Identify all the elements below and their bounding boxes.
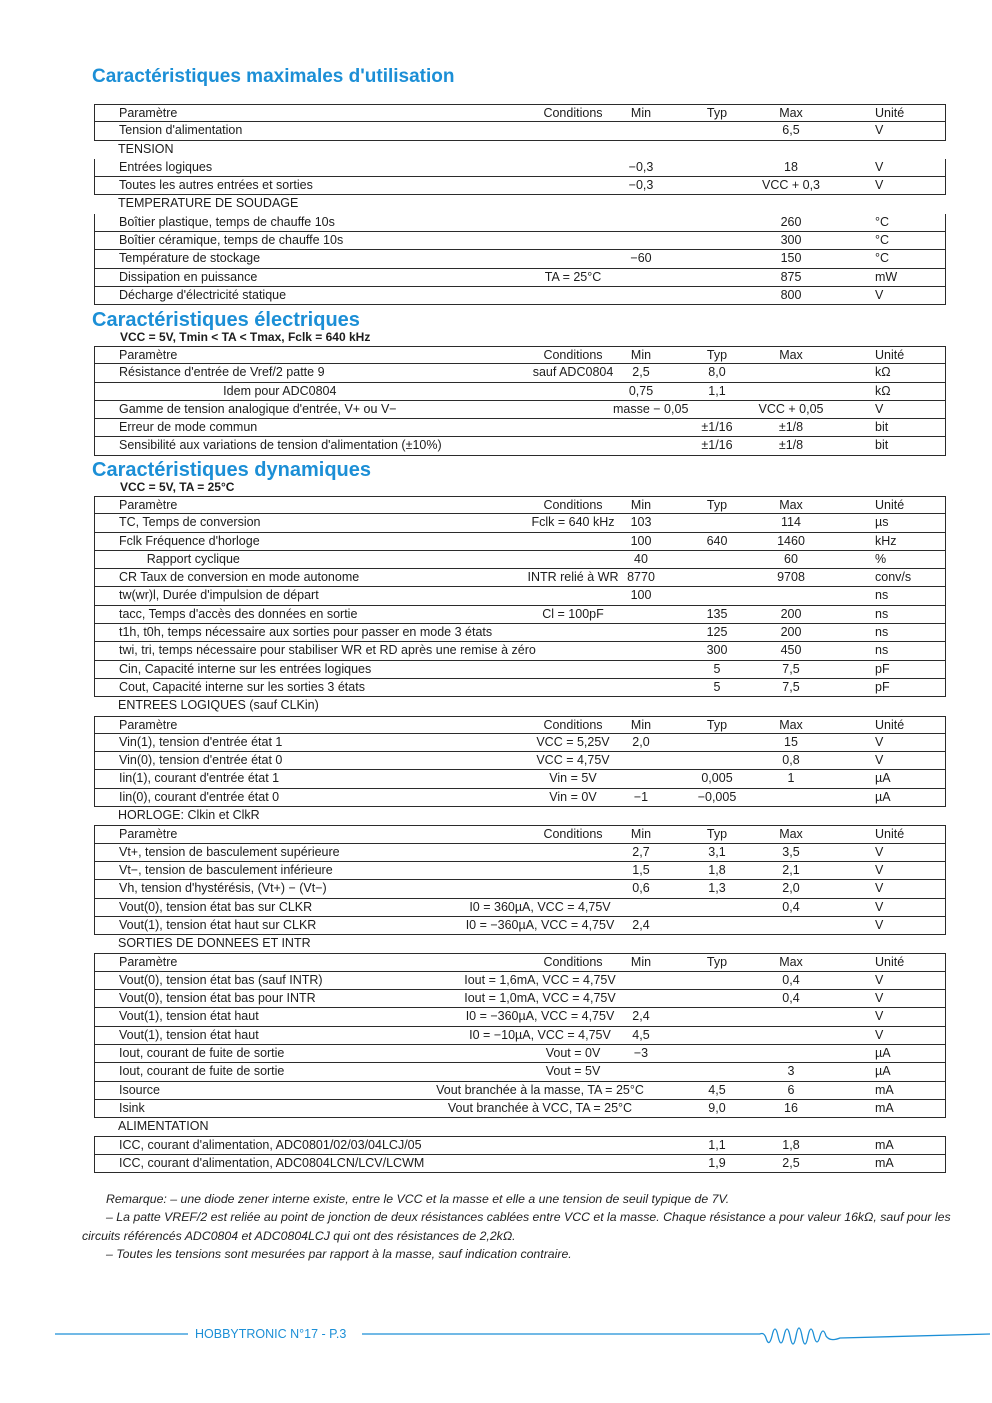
table-row bbox=[94, 569, 946, 587]
max-cell: 18 bbox=[784, 159, 798, 174]
table-row bbox=[94, 122, 946, 140]
footer-text: HOBBYTRONIC N°17 - P.3 bbox=[195, 1327, 347, 1341]
min-cell: 2,0 bbox=[632, 734, 650, 749]
electrical-title: Caractéristiques électriques bbox=[92, 309, 360, 331]
table-row bbox=[94, 825, 946, 843]
min-cell: 100 bbox=[630, 533, 652, 548]
typ-cell: Typ bbox=[706, 955, 728, 970]
min-cell: Min bbox=[630, 106, 652, 120]
conditions-cell: I0 = −360µA, VCC = 4,75V bbox=[465, 917, 615, 932]
unit-cell: V bbox=[875, 899, 884, 914]
param-cell: Cin, Capacité interne sur les entrées logiques bbox=[119, 661, 372, 676]
param-cell: Vout(0), tension état bas (sauf INTR) bbox=[119, 972, 323, 987]
param-cell: TC, Temps de conversion bbox=[119, 515, 261, 530]
param-cell: ICC, courant d'alimentation, ADC0801/02/03/04LCJ/05 bbox=[119, 1138, 422, 1153]
param-cell: ICC, courant d'alimentation, ADC0804LCN/LCV/LCWM bbox=[119, 1155, 425, 1170]
typ-cell: Typ bbox=[706, 827, 728, 842]
max-cell: VCC + 0,3 bbox=[761, 178, 820, 193]
unit-cell: V bbox=[875, 401, 884, 416]
table-row bbox=[94, 159, 946, 177]
unit-cell: V bbox=[875, 734, 884, 749]
max-cell: 150 bbox=[780, 251, 802, 266]
max-cell: 3 bbox=[787, 1064, 795, 1079]
typ-cell: ±1/16 bbox=[701, 420, 733, 435]
table-row bbox=[94, 269, 946, 287]
table-row bbox=[94, 972, 946, 990]
typ-cell: 1,3 bbox=[708, 881, 726, 896]
conditions-cell: Conditions bbox=[543, 827, 603, 842]
conditions-cell: Vout branchée à VCC, TA = 25°C bbox=[447, 1100, 633, 1115]
param-cell: Résistance d'entrée de Vref/2 patte 9 bbox=[119, 365, 325, 380]
conditions-cell: Vin = 5V bbox=[549, 771, 597, 786]
max-cell: 0,4 bbox=[782, 991, 800, 1006]
table-row bbox=[94, 789, 946, 807]
table-row bbox=[94, 990, 946, 1008]
unit-cell: bit bbox=[875, 438, 889, 453]
max-cell: 300 bbox=[780, 233, 802, 248]
unit-cell: mA bbox=[875, 1100, 894, 1115]
param-cell: Isink bbox=[119, 1100, 145, 1115]
conditions-cell: INTR relié à WR bbox=[527, 570, 619, 585]
param-cell: Boîtier plastique, temps de chauffe 10s bbox=[119, 214, 335, 229]
table-row bbox=[94, 383, 946, 401]
typ-cell: 5 bbox=[713, 679, 721, 694]
table-row bbox=[94, 551, 946, 569]
unit-cell: °C bbox=[875, 251, 890, 266]
unit-cell: °C bbox=[875, 214, 890, 229]
max-cell: 1 bbox=[787, 771, 795, 786]
max-cell: 200 bbox=[780, 625, 802, 640]
typ-cell: 1,8 bbox=[708, 862, 726, 877]
unit-cell: pF bbox=[875, 661, 890, 676]
remark-3: – Toutes les tensions sont mesurées par rapport à la masse, sauf indication contraire. bbox=[106, 1246, 572, 1261]
dynamic-table bbox=[94, 496, 946, 1173]
unit-cell: V bbox=[875, 1027, 884, 1042]
conditions-cell: I0 = −360µA, VCC = 4,75V bbox=[465, 1009, 615, 1024]
param-cell: SORTIES DE DONNEES ET INTR bbox=[118, 936, 311, 951]
unit-cell: Unité bbox=[875, 827, 905, 842]
unit-cell: Unité bbox=[875, 498, 905, 512]
electrical-conditions: VCC = 5V, Tmin < TA < Tmax, Fclk = 640 kHz bbox=[120, 330, 371, 344]
conditions-cell: I0 = −10µA, VCC = 4,75V bbox=[469, 1027, 611, 1042]
max-cell: ±1/8 bbox=[778, 438, 804, 453]
remark-2: – La patte VREF/2 est reliée au point de jonction de deux résistances cablées entre VCC et la masse. Chaque résistance a pour valeur 16kΩ, sauf pour les circuits référencés ADC0804 et ADC0804LCJ qui ont des résistances de 2,2kΩ. bbox=[82, 1210, 951, 1243]
typ-cell: Typ bbox=[706, 348, 728, 362]
min-cell: −1 bbox=[633, 789, 649, 804]
max-cell: 3,5 bbox=[782, 844, 800, 859]
max-cell: 2,5 bbox=[782, 1155, 800, 1170]
unit-cell: V bbox=[875, 1009, 884, 1024]
min-cell: Min bbox=[630, 498, 652, 512]
table-row bbox=[94, 899, 946, 917]
conditions-cell: Conditions bbox=[543, 106, 603, 120]
param-cell: Paramètre bbox=[119, 955, 178, 970]
typ-cell: 8,0 bbox=[708, 365, 726, 380]
unit-cell: V bbox=[875, 123, 884, 138]
param-cell: ALIMENTATION bbox=[118, 1119, 209, 1134]
min-cell: masse − 0,05 bbox=[613, 401, 689, 416]
min-cell: 0,6 bbox=[632, 881, 650, 896]
table-row bbox=[94, 1100, 946, 1118]
max-cell: 2,1 bbox=[782, 862, 800, 877]
param-cell: Paramètre bbox=[119, 717, 178, 732]
max-cell: 60 bbox=[784, 551, 798, 566]
param-cell: Vout(1), tension état haut bbox=[119, 1009, 259, 1024]
min-cell: 2,7 bbox=[632, 844, 650, 859]
section-label-row bbox=[94, 195, 946, 213]
table-row bbox=[94, 419, 946, 437]
max-cell: Max bbox=[779, 717, 803, 732]
max-cell: 450 bbox=[780, 643, 802, 658]
unit-cell: Unité bbox=[875, 348, 905, 362]
conditions-cell: Vout = 0V bbox=[545, 1045, 601, 1060]
typ-cell: 5 bbox=[713, 661, 721, 676]
min-cell: Min bbox=[630, 955, 652, 970]
param-cell: Iout, courant de fuite de sortie bbox=[119, 1045, 285, 1060]
unit-cell: ns bbox=[875, 606, 889, 621]
unit-cell: V bbox=[875, 862, 884, 877]
table-row bbox=[94, 1008, 946, 1026]
unit-cell: V bbox=[875, 844, 884, 859]
unit-cell: V bbox=[875, 972, 884, 987]
param-cell: Paramètre bbox=[119, 827, 178, 842]
unit-cell: V bbox=[875, 159, 884, 174]
remark-1: Remarque: – une diode zener interne existe, entre le VCC et la masse et elle a une tension de seuil typique de 7V. bbox=[106, 1192, 730, 1206]
unit-cell: V bbox=[875, 287, 884, 302]
typ-cell: Typ bbox=[706, 498, 728, 512]
max-cell: 7,5 bbox=[782, 679, 800, 694]
typ-cell: 3,1 bbox=[708, 844, 726, 859]
electrical-table bbox=[94, 346, 946, 456]
param-cell: tw(wr)l, Durée d'impulsion de départ bbox=[119, 588, 319, 603]
min-cell: −0,3 bbox=[628, 178, 654, 193]
unit-cell: ns bbox=[875, 588, 889, 603]
unit-cell: V bbox=[875, 178, 884, 193]
section-label-row bbox=[94, 141, 946, 159]
unit-cell: kΩ bbox=[875, 365, 891, 380]
table-row bbox=[94, 401, 946, 419]
param-cell: Paramètre bbox=[119, 498, 178, 512]
unit-cell: V bbox=[875, 881, 884, 896]
table-row bbox=[94, 844, 946, 862]
max-cell: 200 bbox=[780, 606, 802, 621]
max-cell: 15 bbox=[784, 734, 798, 749]
section-label-row bbox=[94, 807, 946, 825]
param-cell: Vt+, tension de basculement supérieure bbox=[119, 844, 340, 859]
max-cell: 9708 bbox=[777, 570, 805, 585]
typ-cell: 300 bbox=[706, 643, 728, 658]
page-footer bbox=[0, 1325, 992, 1355]
dynamic-title: Caractéristiques dynamiques bbox=[92, 459, 371, 481]
typ-cell: 1,9 bbox=[708, 1155, 726, 1170]
table-row bbox=[94, 716, 946, 734]
max-cell: 875 bbox=[780, 269, 802, 284]
table-row bbox=[94, 533, 946, 551]
max-cell: 2,0 bbox=[782, 881, 800, 896]
max-cell: 7,5 bbox=[782, 661, 800, 676]
unit-cell: µA bbox=[875, 771, 891, 786]
typ-cell: ±1/16 bbox=[701, 438, 733, 453]
table-row bbox=[94, 346, 946, 364]
table-row bbox=[94, 606, 946, 624]
conditions-cell: Vout = 5V bbox=[545, 1064, 601, 1079]
conditions-cell: Iout = 1,0mA, VCC = 4,75V bbox=[464, 991, 616, 1006]
table-row bbox=[94, 679, 946, 697]
section-label-row bbox=[94, 1118, 946, 1136]
unit-cell: V bbox=[875, 991, 884, 1006]
table-row bbox=[94, 250, 946, 268]
table-row bbox=[94, 1045, 946, 1063]
table-row bbox=[94, 624, 946, 642]
conditions-cell: Conditions bbox=[543, 348, 603, 362]
param-cell: Vout(1), tension état haut sur CLKR bbox=[119, 917, 317, 932]
max-cell: Max bbox=[779, 106, 803, 120]
param-cell: tacc, Temps d'accès des données en sortie bbox=[119, 606, 358, 621]
table-row bbox=[94, 177, 946, 195]
table-row bbox=[94, 770, 946, 788]
param-cell: t1h, t0h, temps nécessaire aux sorties pour passer en mode 3 états bbox=[119, 625, 493, 640]
table-row bbox=[94, 1063, 946, 1081]
typ-cell: 1,1 bbox=[708, 1138, 726, 1153]
unit-cell: mA bbox=[875, 1138, 894, 1153]
footer-rule bbox=[0, 1325, 992, 1355]
unit-cell: Unité bbox=[875, 717, 905, 732]
typ-cell: 135 bbox=[706, 606, 728, 621]
typ-cell: 4,5 bbox=[708, 1082, 726, 1097]
param-cell: HORLOGE: Clkin et ClkR bbox=[118, 808, 260, 823]
param-cell: Gamme de tension analogique d'entrée, V+ ou V− bbox=[119, 401, 397, 416]
unit-cell: V bbox=[875, 917, 884, 932]
unit-cell: Unité bbox=[875, 106, 905, 120]
conditions-cell: Conditions bbox=[543, 717, 603, 732]
param-cell: Iin(1), courant d'entrée état 1 bbox=[119, 771, 280, 786]
param-cell: Tension d'alimentation bbox=[119, 123, 243, 138]
param-cell: Vout(0), tension état bas pour INTR bbox=[119, 991, 316, 1006]
param-cell: TENSION bbox=[118, 141, 174, 156]
table-row bbox=[94, 1082, 946, 1100]
unit-cell: ns bbox=[875, 625, 889, 640]
signal-wave-icon bbox=[760, 1328, 990, 1344]
param-cell: Iin(0), courant d'entrée état 0 bbox=[119, 789, 280, 804]
param-cell: TEMPERATURE DE SOUDAGE bbox=[118, 196, 299, 211]
param-cell: Fclk Fréquence d'horloge bbox=[119, 533, 260, 548]
table-row bbox=[94, 752, 946, 770]
table-row bbox=[94, 1155, 946, 1173]
conditions-cell: sauf ADC0804 bbox=[532, 365, 614, 380]
unit-cell: kΩ bbox=[875, 383, 891, 398]
min-cell: 2,4 bbox=[632, 1009, 650, 1024]
typ-cell: Typ bbox=[706, 106, 728, 120]
param-cell: Cout, Capacité interne sur les sorties 3 états bbox=[119, 679, 365, 694]
max-cell: ±1/8 bbox=[778, 420, 804, 435]
unit-cell: µA bbox=[875, 1064, 891, 1079]
typ-cell: 0,005 bbox=[701, 771, 733, 786]
min-cell: Min bbox=[630, 348, 652, 362]
table-row bbox=[94, 1136, 946, 1154]
param-cell: Iout, courant de fuite de sortie bbox=[119, 1064, 285, 1079]
table-row bbox=[94, 437, 946, 455]
table-row bbox=[94, 104, 946, 122]
min-cell: 100 bbox=[630, 588, 652, 603]
param-cell: Rapport cyclique bbox=[119, 551, 240, 566]
max-cell: Max bbox=[779, 955, 803, 970]
param-cell: Vout(1), tension état haut bbox=[119, 1027, 259, 1042]
max-cell: Max bbox=[779, 348, 803, 362]
unit-cell: % bbox=[875, 551, 887, 566]
max-cell: 0,4 bbox=[782, 972, 800, 987]
max-cell: VCC + 0,05 bbox=[758, 401, 824, 416]
unit-cell: kHz bbox=[875, 533, 897, 548]
table-row bbox=[94, 514, 946, 532]
unit-cell: pF bbox=[875, 679, 890, 694]
max-ratings-table bbox=[94, 104, 946, 305]
param-cell: Entrées logiques bbox=[119, 159, 213, 174]
param-cell: Dissipation en puissance bbox=[119, 269, 258, 284]
min-cell: 0,75 bbox=[628, 383, 654, 398]
min-cell: 40 bbox=[634, 551, 648, 566]
param-cell: ENTREES LOGIQUES (sauf CLKin) bbox=[118, 698, 319, 713]
unit-cell: mA bbox=[875, 1155, 894, 1170]
typ-cell: 9,0 bbox=[708, 1100, 726, 1115]
unit-cell: V bbox=[875, 753, 884, 768]
param-cell: twi, tri, temps nécessaire pour stabiliser WR et RD après une remise à zéro bbox=[119, 643, 536, 658]
param-cell: Isource bbox=[119, 1082, 160, 1097]
section-label-row bbox=[94, 697, 946, 715]
table-row bbox=[94, 917, 946, 935]
param-cell: Vin(1), tension d'entrée état 1 bbox=[119, 734, 283, 749]
unit-cell: conv/s bbox=[875, 570, 912, 585]
param-cell: Vt−, tension de basculement inférieure bbox=[119, 862, 333, 877]
conditions-cell: Fclk = 640 kHz bbox=[531, 515, 615, 530]
conditions-cell: Cl = 100pF bbox=[542, 606, 604, 621]
param-cell: Boîtier céramique, temps de chauffe 10s bbox=[119, 233, 344, 248]
min-cell: 1,5 bbox=[632, 862, 650, 877]
param-cell: CR Taux de conversion en mode autonome bbox=[119, 570, 360, 585]
table-row bbox=[94, 953, 946, 971]
min-cell: 2,5 bbox=[632, 365, 650, 380]
max-cell: 16 bbox=[784, 1100, 798, 1115]
min-cell: 4,5 bbox=[632, 1027, 650, 1042]
param-cell: Vh, tension d'hystérésis, (Vt+) − (Vt−) bbox=[119, 881, 327, 896]
param-cell: Erreur de mode commun bbox=[119, 420, 258, 435]
max-cell: 800 bbox=[780, 287, 802, 302]
param-cell: Paramètre bbox=[119, 348, 178, 362]
max-cell: 1,8 bbox=[782, 1138, 800, 1153]
table-row bbox=[94, 496, 946, 514]
table-row bbox=[94, 862, 946, 880]
unit-cell: °C bbox=[875, 233, 890, 248]
max-cell: 6 bbox=[787, 1082, 795, 1097]
section-label-row bbox=[94, 935, 946, 953]
min-cell: Min bbox=[630, 717, 652, 732]
conditions-cell: Conditions bbox=[543, 498, 603, 512]
max-cell: 6,5 bbox=[782, 123, 800, 138]
table-row bbox=[94, 214, 946, 232]
param-cell: Toutes les autres entrées et sorties bbox=[119, 178, 313, 193]
dynamic-conditions: VCC = 5V, TA = 25°C bbox=[120, 480, 235, 494]
max-cell: 114 bbox=[781, 515, 801, 530]
max-cell: 260 bbox=[780, 214, 802, 229]
param-cell: Décharge d'électricité statique bbox=[119, 287, 287, 302]
unit-cell: µs bbox=[875, 515, 889, 530]
table-row bbox=[94, 661, 946, 679]
max-cell: 1460 bbox=[777, 533, 805, 548]
unit-cell: Unité bbox=[875, 955, 905, 970]
max-cell: 0,8 bbox=[782, 753, 800, 768]
typ-cell: 640 bbox=[706, 533, 728, 548]
remarks bbox=[82, 1190, 962, 1263]
table-row bbox=[94, 880, 946, 898]
table-row bbox=[94, 364, 946, 382]
conditions-cell: Iout = 1,6mA, VCC = 4,75V bbox=[464, 972, 616, 987]
param-cell: Sensibilité aux variations de tension d'alimentation (±10%) bbox=[119, 438, 442, 453]
table-row bbox=[94, 587, 946, 605]
typ-cell: 1,1 bbox=[708, 383, 726, 398]
table-row bbox=[94, 232, 946, 250]
conditions-cell: VCC = 5,25V bbox=[536, 734, 610, 749]
param-cell: Température de stockage bbox=[119, 251, 261, 266]
param-cell: Vin(0), tension d'entrée état 0 bbox=[119, 753, 283, 768]
max-cell: Max bbox=[779, 498, 803, 512]
conditions-cell: TA = 25°C bbox=[544, 269, 602, 284]
param-cell: Vout(0), tension état bas sur CLKR bbox=[119, 899, 313, 914]
conditions-cell: VCC = 4,75V bbox=[536, 753, 610, 768]
min-cell: −3 bbox=[633, 1045, 649, 1060]
min-cell: 8770 bbox=[627, 570, 655, 585]
unit-cell: ns bbox=[875, 643, 889, 658]
min-cell: 2,4 bbox=[632, 917, 650, 932]
conditions-cell: Vin = 0V bbox=[549, 789, 597, 804]
typ-cell: Typ bbox=[706, 717, 728, 732]
unit-cell: µA bbox=[875, 1045, 891, 1060]
typ-cell: −0,005 bbox=[697, 789, 737, 804]
min-cell: −0,3 bbox=[628, 159, 654, 174]
typ-cell: 125 bbox=[706, 625, 728, 640]
max-cell: 0,4 bbox=[782, 899, 800, 914]
max-ratings-title: Caractéristiques maximales d'utilisation bbox=[92, 66, 455, 87]
unit-cell: µA bbox=[875, 789, 891, 804]
conditions-cell: I0 = 360µA, VCC = 4,75V bbox=[469, 899, 611, 914]
table-row bbox=[94, 642, 946, 660]
param-cell: Idem pour ADC0804 bbox=[119, 383, 337, 398]
min-cell: Min bbox=[630, 827, 652, 842]
table-row bbox=[94, 287, 946, 305]
min-cell: −60 bbox=[630, 251, 652, 266]
unit-cell: mW bbox=[875, 269, 898, 284]
unit-cell: mA bbox=[875, 1082, 894, 1097]
table-row bbox=[94, 734, 946, 752]
unit-cell: bit bbox=[875, 420, 889, 435]
table-row bbox=[94, 1027, 946, 1045]
param-cell: Paramètre bbox=[119, 106, 178, 120]
conditions-cell: Conditions bbox=[543, 955, 603, 970]
min-cell: 103 bbox=[630, 515, 652, 530]
max-cell: Max bbox=[779, 827, 803, 842]
conditions-cell: Vout branchée à la masse, TA = 25°C bbox=[436, 1082, 644, 1097]
